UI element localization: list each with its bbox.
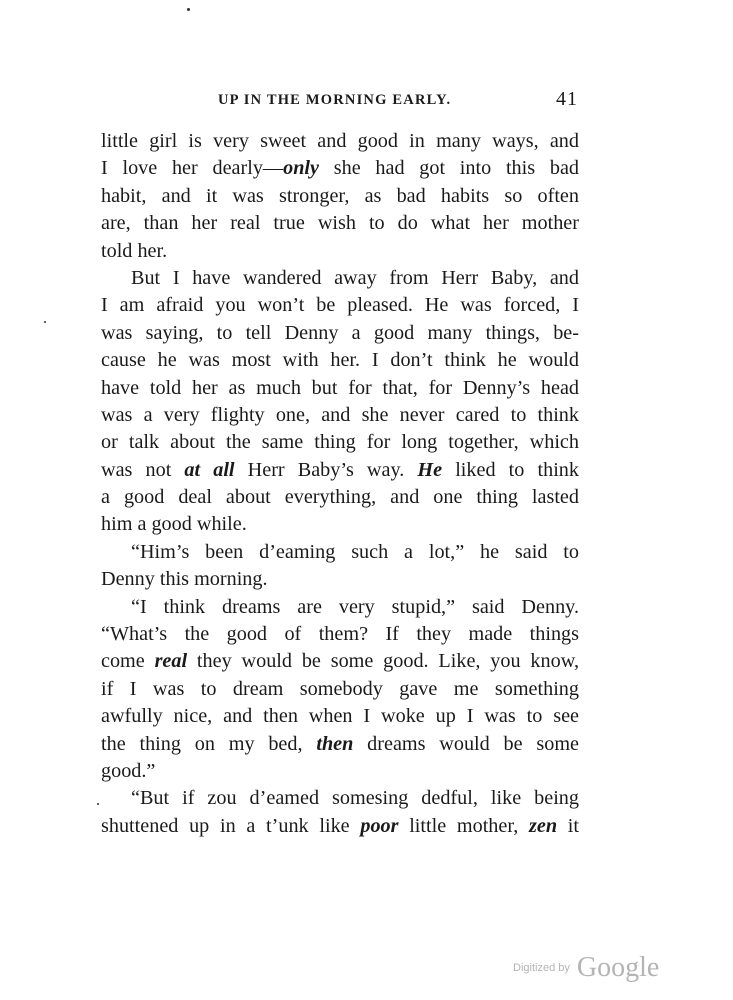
- running-head: UP IN THE MORNING EARLY.: [218, 92, 452, 108]
- text-segment: or talk about the same thing for long together, which: [101, 431, 579, 454]
- text-segment: cause he was most with her. I don’t think he would: [101, 349, 579, 372]
- text-segment: him a good while.: [101, 513, 247, 536]
- text-segment: she had got into this bad: [319, 157, 580, 180]
- italic-emphasis: real: [154, 650, 188, 673]
- text-segment: shuttened up in a t’unk like: [101, 814, 361, 837]
- text-segment: they would be some good. Like, you know,: [187, 650, 580, 673]
- text-segment: a good deal about everything, and one thing lasted: [101, 486, 579, 509]
- text-line: [101, 457, 579, 484]
- text-line: [101, 594, 579, 621]
- watermark-prefix: Digitized by: [513, 962, 570, 974]
- text-segment: the thing on my bed,: [101, 732, 317, 755]
- text-segment: come: [101, 650, 155, 673]
- text-line: [101, 155, 579, 182]
- text-line: [101, 676, 579, 703]
- text-segment: little mother,: [398, 814, 530, 837]
- text-line: [101, 813, 579, 840]
- text-segment: “Him’s been d’eaming such a lot,” he said to: [131, 540, 579, 563]
- text-segment: “But if zou d’eamed somesing dedful, like being: [131, 787, 579, 810]
- scan-speck: [44, 321, 46, 323]
- italic-emphasis: only: [283, 157, 319, 180]
- text-line: [101, 183, 579, 210]
- page-header: [218, 88, 578, 116]
- text-segment: habit, and it was stronger, as bad habits so often: [101, 184, 579, 207]
- text-line: [101, 238, 579, 265]
- text-line: [101, 210, 579, 237]
- scan-speck: [187, 8, 190, 11]
- italic-emphasis: then: [316, 732, 354, 755]
- text-line: [101, 484, 579, 511]
- text-segment: awfully nice, and then when I woke up I was to see: [101, 705, 579, 728]
- text-segment: good.”: [101, 759, 156, 782]
- text-segment: But I have wandered away from Herr Baby, and: [131, 266, 579, 289]
- text-line: [101, 539, 579, 566]
- text-segment: liked to think: [442, 458, 579, 481]
- text-segment: Denny this morning.: [101, 568, 268, 591]
- text-line: [101, 731, 579, 758]
- digitized-watermark: [513, 952, 659, 984]
- google-logo: Google: [576, 952, 660, 983]
- text-segment: dreams would be some: [353, 732, 580, 755]
- text-segment: was a very flighty one, and she never cared to think: [101, 403, 579, 426]
- text-line: [101, 621, 579, 648]
- text-segment: told her.: [101, 239, 168, 262]
- text-line: [101, 402, 579, 429]
- italic-emphasis: at all: [184, 458, 235, 481]
- scan-speck: [97, 803, 99, 805]
- text-line: [101, 566, 579, 593]
- text-segment: “I think dreams are very stupid,” said Denny.: [131, 595, 579, 618]
- text-segment: “What’s the good of them? If they made things: [101, 623, 579, 646]
- text-line: [101, 128, 579, 155]
- text-segment: I love her dearly—: [101, 157, 284, 180]
- text-segment: little girl is very sweet and good in many ways, and: [101, 130, 579, 152]
- text-segment: I am afraid you won’t be pleased. He was forced, I: [101, 294, 579, 317]
- text-segment: Herr Baby’s way.: [234, 458, 418, 481]
- text-segment: it: [557, 814, 580, 837]
- text-segment: was not: [101, 458, 185, 481]
- text-line: [101, 648, 579, 675]
- italic-emphasis: poor: [360, 814, 399, 837]
- body-text: [101, 128, 579, 840]
- text-line: [101, 429, 579, 456]
- text-line: [101, 511, 579, 538]
- text-line: [101, 785, 579, 812]
- text-line: [101, 703, 579, 730]
- text-line: [101, 265, 579, 292]
- italic-emphasis: He: [417, 458, 443, 481]
- text-line: [101, 292, 579, 319]
- text-line: [101, 375, 579, 402]
- text-line: [101, 347, 579, 374]
- text-line: [101, 758, 579, 785]
- text-line: [101, 320, 579, 347]
- text-segment: was saying, to tell Denny a good many things, be-: [101, 321, 579, 344]
- text-segment: are, than her real true wish to do what her mother: [101, 212, 579, 235]
- page-number: 41: [556, 88, 578, 110]
- text-segment: if I was to dream somebody gave me something: [101, 677, 579, 700]
- text-segment: have told her as much but for that, for Denny’s head: [101, 376, 579, 399]
- italic-emphasis: zen: [529, 814, 558, 837]
